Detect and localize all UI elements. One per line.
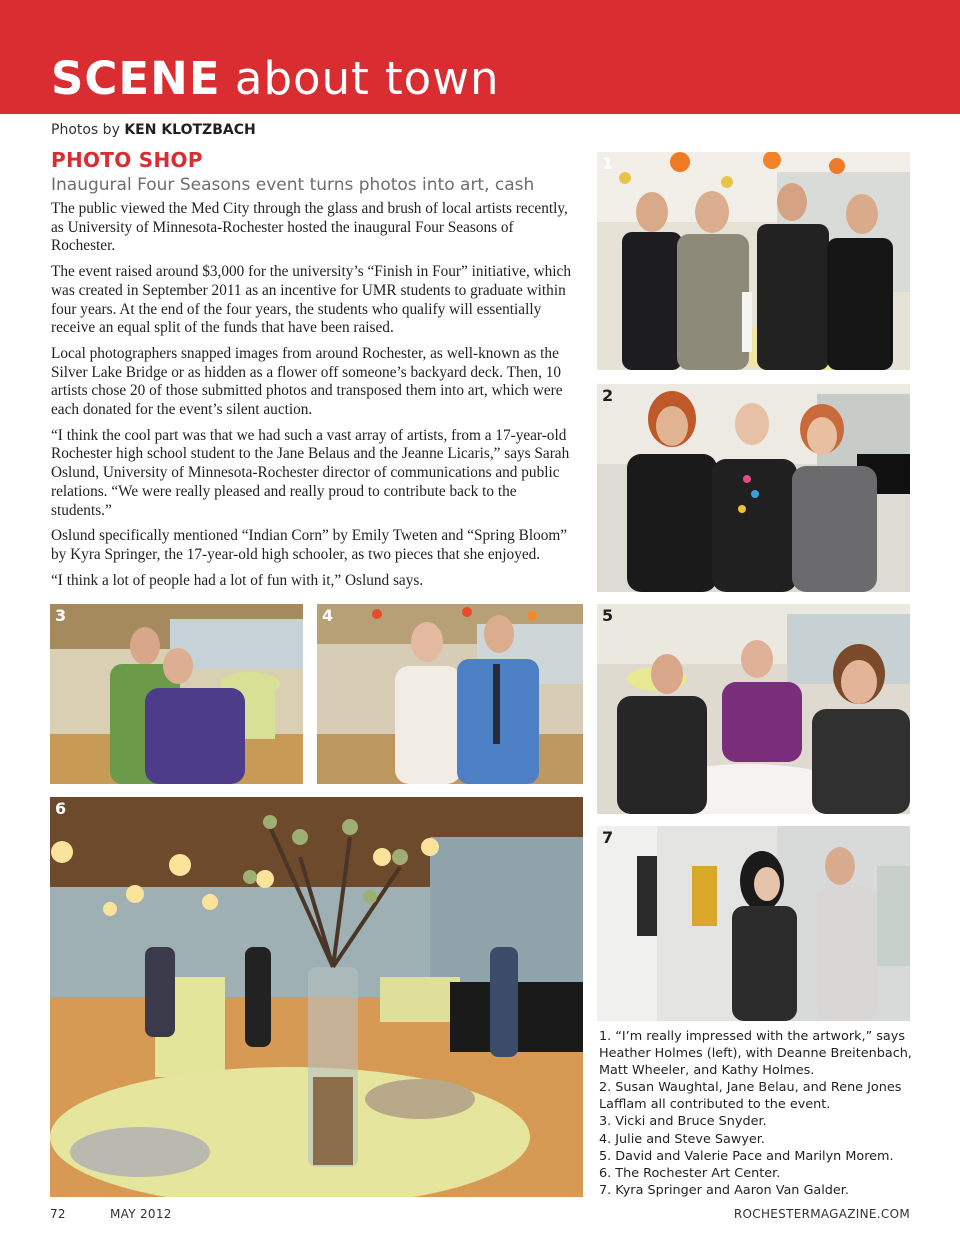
photo-captions [599,1028,919,1199]
article-paragraph: The public viewed the Med City through the glass and brush of local artists recently, as University of Minnesota-Rochester hosted the inaugural Four Seasons of Rochester. [51,200,568,255]
photo-6 [50,797,583,1197]
photo-number: 7 [602,828,614,847]
article-paragraph: “I think the cool part was that we had such a vast array of artists, from a 17-year-old Rochester high school student to the Jane Belaus and the Jeanne Licaris,” says Sarah Oslund, University of Minnesota-Rochester director of communications and public relations. “We were really pleased and really proud to contribute back to the students.” [51,426,570,519]
photo-4 [317,604,583,784]
article-paragraph: Oslund specifically mentioned “Indian Corn” by Emily Tweten and “Spring Bloom” by Kyra Springer, the 17-year-old high schooler, as two pieces that she enjoyed. [51,527,568,563]
photo-2 [597,384,910,592]
photo-3 [50,604,303,784]
section-title-light: about town [234,52,500,105]
caption-item: 7. Kyra Springer and Aaron Van Galder. [599,1182,849,1198]
photo-number: 6 [55,799,67,818]
section-title [51,52,500,106]
article-paragraph: “I think a lot of people had a lot of fun with it,” Oslund says. [51,571,424,589]
caption-item: 5. David and Valerie Pace and Marilyn Morem. [599,1148,894,1164]
article-paragraph: The event raised around $3,000 for the university’s “Finish in Four” initiative, which was created in September 2011 as an incentive for UMR students to graduate within four years. At the end of the four years, the students who qualify will essentially receive an equal split of the funds that have been raised. [51,263,571,337]
website: ROCHESTERMAGAZINE.COM [733,1207,910,1221]
page-banner [0,0,960,114]
photo-credit-prefix: Photos by [51,122,120,138]
caption-item: 4. Julie and Steve Sawyer. [599,1131,765,1147]
photo-number: 3 [55,606,67,625]
caption-item: 1. “I’m really impressed with the artwork,” says Heather Holmes (left), with Deanne Breitenbach, Matt Wheeler, and Kathy Holmes. [599,1029,912,1079]
issue-date: MAY 2012 [110,1207,172,1221]
caption-item: 2. Susan Waughtal, Jane Belau, and Rene Jones Lafflam all contributed to the event. [599,1080,902,1113]
page-number: 72 [50,1207,66,1221]
photo-number: 1 [602,154,614,173]
photo-number: 5 [602,606,614,625]
photo-5 [597,604,910,814]
article-paragraph: Local photographers snapped images from around Rochester, as well-known as the Silver Lake Bridge or as hidden as a flower off someone’s backyard deck. Then, 10 artists chose 20 of those submitted photos and transposed them into art, which were each donated for the event’s silent auction. [51,344,563,419]
article-headline: PHOTO SHOP [51,148,203,172]
caption-item: 6. The Rochester Art Center. [599,1165,781,1181]
section-title-bold: SCENE [51,52,221,105]
photo-credit [51,122,256,138]
photo-number: 4 [322,606,334,625]
article-body [51,200,579,597]
photo-1 [597,152,910,370]
article-subhead: Inaugural Four Seasons event turns photos into art, cash [51,175,535,195]
photo-number: 2 [602,386,614,405]
photo-7 [597,826,910,1021]
photographer-name: KEN KLOTZBACH [124,122,256,138]
caption-item: 3. Vicki and Bruce Snyder. [599,1114,767,1130]
